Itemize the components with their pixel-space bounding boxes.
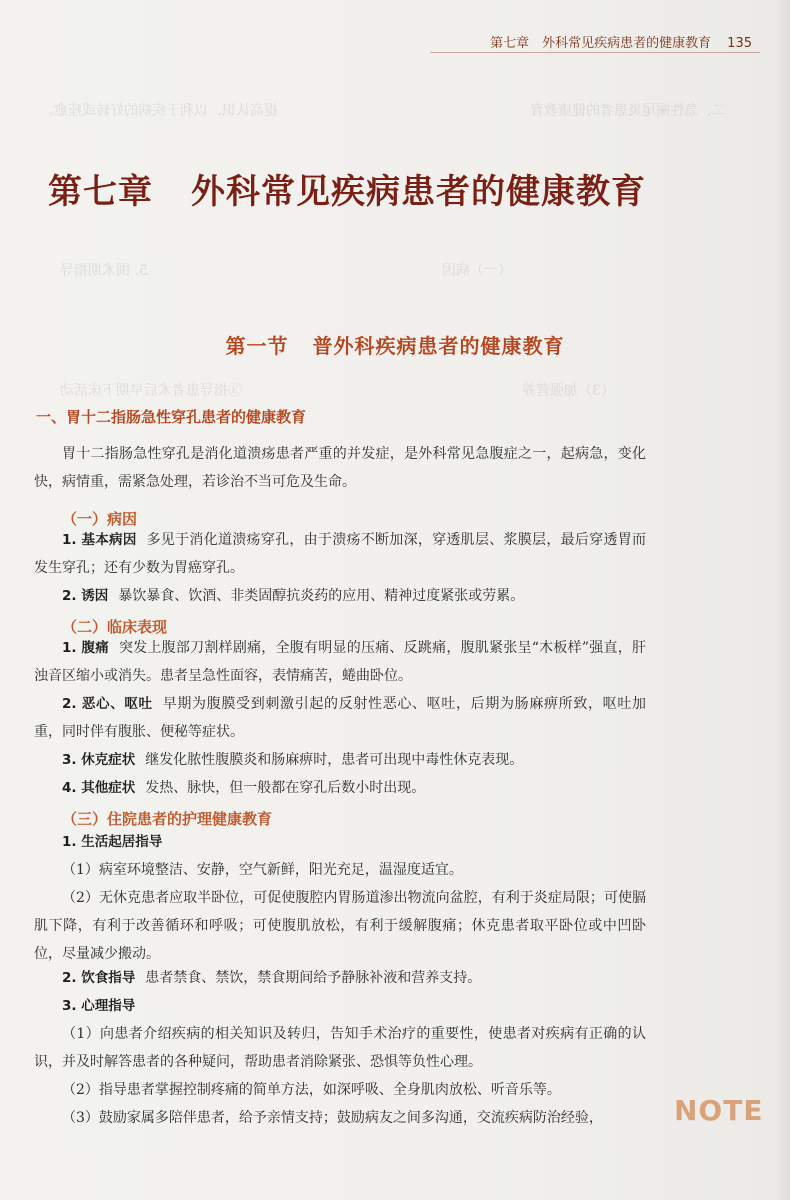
header-divider bbox=[430, 52, 760, 53]
heading-clinical: （二）临床表现 bbox=[62, 618, 168, 636]
chapter-name: 外科常见疾病患者的健康教育 bbox=[191, 172, 646, 212]
cause-item bbox=[34, 526, 646, 582]
cause-item bbox=[34, 582, 646, 610]
section-number: 第一节 bbox=[225, 334, 289, 358]
running-title: 第七章 外科常见疾病患者的健康教育 bbox=[490, 36, 712, 51]
item-text: 继发化脓性腹膜炎和肠麻痹时，患者可出现中毒性休克表现。 bbox=[145, 752, 524, 768]
item-label: 2. 恶心、呕吐 bbox=[62, 696, 153, 712]
diet-item bbox=[34, 964, 646, 992]
item-text: 患者禁食、禁饮，禁食期间给予静脉补液和营养支持。 bbox=[145, 970, 482, 986]
nursing-subheading bbox=[34, 992, 646, 1020]
item-label: 3. 心理指导 bbox=[62, 998, 136, 1014]
item-text: 多见于消化道溃疡穿孔，由于溃疡不断加深，穿透肌层、浆膜层，最后穿透胃而发生穿孔；还有少数为胃癌穿孔。 bbox=[34, 532, 646, 576]
nursing-paragraph: （2）指导患者掌握控制疼痛的简单方法，如深呼吸、全身肌肉放松、听音乐等。 bbox=[62, 1082, 561, 1098]
item-label: 2. 诱因 bbox=[62, 588, 109, 604]
item-label: 1. 基本病因 bbox=[62, 532, 137, 548]
clinical-item bbox=[34, 690, 646, 746]
nursing-paragraph: （2）无休克患者应取半卧位，可促使腹腔内胃肠道渗出物流向盆腔，有利于炎症局限；可使膈肌下降，有利于改善循环和呼吸；可使腹肌放松，有利于缓解腹痛；休克患者取平卧位或中凹卧位，尽量减少搬动。 bbox=[34, 890, 646, 962]
intro-paragraph: 胃十二指肠急性穿孔是消化道溃疡患者严重的并发症，是外科常见急腹症之一，起病急，变化快，病情重，需紧急处理，若诊治不当可危及生命。 bbox=[34, 446, 646, 490]
heading-nursing: （三）住院患者的护理健康教育 bbox=[62, 810, 273, 828]
page-number: 135 bbox=[727, 36, 752, 51]
item-label: 3. 休克症状 bbox=[62, 752, 136, 768]
subsection-heading: 一、胃十二指肠急性穿孔患者的健康教育 bbox=[36, 408, 307, 426]
clinical-item bbox=[34, 746, 646, 774]
nursing-subheading bbox=[34, 828, 646, 856]
item-text: 早期为腹膜受到刺激引起的反射性恶心、呕吐，后期为肠麻痹所致，呕吐加重，同时伴有腹胀、便秘等症状。 bbox=[34, 696, 646, 740]
item-label: 4. 其他症状 bbox=[62, 780, 136, 796]
heading-cause: （一）病因 bbox=[62, 510, 138, 528]
nursing-paragraph: （1）病室环境整洁、安静，空气新鲜，阳光充足，温湿度适宜。 bbox=[62, 862, 463, 878]
note-badge: NOTE bbox=[674, 1094, 764, 1127]
clinical-item bbox=[34, 774, 646, 802]
bleed-through-text: （一）病因 5. 围术期指导 bbox=[60, 263, 512, 279]
nursing-paragraph: （3）鼓励家属多陪伴患者，给予亲情支持；鼓励病友之间多沟通，交流疾病防治经验， bbox=[62, 1110, 603, 1126]
section-title bbox=[0, 330, 790, 359]
running-header bbox=[490, 32, 752, 51]
item-label: 1. 生活起居指导 bbox=[62, 834, 163, 850]
item-text: 突发上腹部刀割样剧痛，全腹有明显的压痛、反跳痛，腹肌紧张呈“木板样”强直，肝浊音区缩小或消失。患者呈急性面容，表情痛苦，蜷曲卧位。 bbox=[34, 640, 646, 684]
chapter-number: 第七章 bbox=[48, 172, 153, 212]
nursing-paragraph: （1）向患者介绍疾病的相关知识及转归，告知手术治疗的重要性，使患者对疾病有正确的认识，并及时解答患者的各种疑问，帮助患者消除紧张、恐惧等负性心理。 bbox=[34, 1026, 646, 1070]
section-name: 普外科疾病患者的健康教育 bbox=[312, 334, 565, 358]
clinical-item bbox=[34, 634, 646, 690]
chapter-title bbox=[48, 164, 748, 213]
item-label: 2. 饮食指导 bbox=[62, 970, 136, 986]
item-label: 1. 腹痛 bbox=[62, 640, 109, 656]
bleed-through-text: 二、急性阑尾炎患者的健康教育 提高认识，以利于疾病的好转或痊愈。 bbox=[40, 103, 726, 119]
bleed-through-text: （3）加强营养 ③指导患者术后早期下床活动 bbox=[60, 383, 615, 399]
item-text: 暴饮暴食、饮酒、非类固醇抗炎药的应用、精神过度紧张或劳累。 bbox=[118, 588, 525, 604]
page-edge-shadow bbox=[776, 0, 790, 1200]
item-text: 发热、脉快，但一般都在穿孔后数小时出现。 bbox=[145, 780, 426, 796]
